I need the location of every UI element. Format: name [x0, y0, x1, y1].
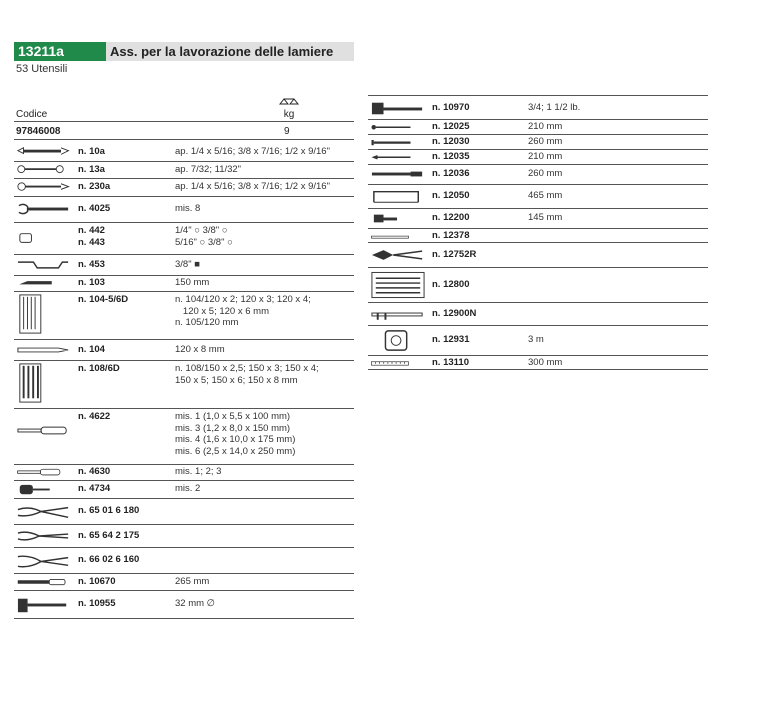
row-divider [14, 178, 354, 179]
tool-spec: 3/4; 1 1/2 lb. [528, 102, 581, 114]
row-divider [14, 254, 354, 255]
row-divider [14, 547, 354, 548]
tool-spec: ap. 1/4 x 5/16; 3/8 x 7/16; 1/2 x 9/16" [175, 146, 330, 158]
part-number: n. 104-5/6D [78, 294, 129, 305]
part-number: n. 12900N [432, 307, 477, 319]
tool-spec: 32 mm ∅ [175, 598, 215, 610]
part-number: n. 4622 [78, 411, 111, 422]
code-column-header: Codice [16, 109, 48, 120]
tool-spec: mis. 8 [175, 203, 201, 215]
product-code-badge: 13211a [14, 42, 106, 61]
row-divider [368, 228, 708, 229]
row-divider [14, 618, 354, 619]
combination-wrench-icon [16, 180, 72, 200]
row-divider [368, 149, 708, 150]
tool-count: 53 Utensili [16, 63, 68, 75]
tool-spec: ap. 1/4 x 5/16; 3/8 x 7/16; 1/2 x 9/16" [175, 181, 330, 193]
tool-spec: 260 mm [528, 136, 563, 147]
row-divider [14, 464, 354, 465]
tool-spec: 145 mm [528, 212, 563, 224]
tool-spec: 3/8" ■ [175, 258, 200, 270]
part-number: n. 12752R [432, 248, 477, 260]
divider [14, 121, 354, 122]
row-divider [14, 480, 354, 481]
row-divider [14, 196, 354, 197]
chisel-set-icon [16, 362, 72, 409]
row-divider [14, 360, 354, 361]
part-number: n. 453 [78, 258, 105, 270]
stubby-screwdriver-icon [16, 482, 72, 502]
tool-spec: ap. 7/32; 11/32" [175, 163, 242, 175]
weight-column-header [278, 97, 300, 120]
page-title: Ass. per la lavorazione delle lamiere [106, 42, 354, 61]
part-number: n. 12800 [432, 278, 470, 290]
tool-spec: n. 104/120 x 2; 120 x 3; 120 x 4; 120 x 5; 120 x 6 mm n. 105/120 mm [175, 294, 311, 328]
scale-icon [278, 97, 300, 106]
tool-spec: 465 mm [528, 190, 563, 202]
part-number: n. 65 64 2 175 [78, 529, 140, 541]
kg-label: kg [283, 109, 295, 120]
row-divider [14, 275, 354, 276]
row-divider [14, 524, 354, 525]
row-divider [368, 164, 708, 165]
tool-spec: 1/4" ○ 3/8" ○ 5/16" ○ 3/8" ○ [175, 225, 233, 248]
row-divider [368, 325, 708, 326]
part-number: n. 13a [78, 163, 105, 175]
tool-spec: 260 mm [528, 168, 563, 180]
row-divider [368, 184, 708, 185]
part-number: n. 4025 [78, 203, 111, 215]
row-divider [14, 590, 354, 591]
drill-gauge-icon [370, 269, 426, 306]
part-number: n. 10670 [78, 575, 116, 587]
tool-spec: mis. 2 [175, 483, 201, 495]
row-divider [14, 161, 354, 162]
part-number: n. 10955 [78, 598, 116, 610]
tool-spec: 150 mm [175, 277, 210, 289]
part-number: n. 4734 [78, 483, 111, 495]
part-number: n. 10a [78, 146, 105, 158]
total-weight: 9 [284, 126, 290, 137]
part-number: n. 65 01 6 180 [78, 505, 140, 517]
tool-spec: 265 mm [175, 575, 210, 587]
part-number: n. 230a [78, 181, 111, 193]
tool-spec: 210 mm [528, 151, 563, 162]
tool-spec: 210 mm [528, 121, 563, 132]
part-number: n. 12030 [432, 136, 470, 147]
row-divider [368, 355, 708, 356]
part-number: n. 12200 [432, 212, 470, 224]
divider [14, 139, 354, 140]
part-number: n. 12050 [432, 190, 470, 202]
part-number: n. 12035 [432, 151, 470, 162]
row-divider [368, 302, 708, 303]
part-number: n. 66 02 6 160 [78, 554, 140, 566]
screwdriver-icon [16, 410, 72, 457]
punch-set-icon [16, 293, 72, 340]
socket-icon [16, 224, 72, 258]
row-divider [14, 222, 354, 223]
article-code: 97846008 [16, 126, 61, 137]
row-divider [368, 242, 708, 243]
row-divider [14, 339, 354, 340]
open-end-wrench-icon [16, 145, 72, 165]
row-divider [14, 498, 354, 499]
ruler-icon [370, 357, 426, 375]
row-divider [368, 134, 708, 135]
part-number: n. 104 [78, 343, 105, 355]
tool-spec: mis. 1 (1,0 x 5,5 x 100 mm) mis. 3 (1,2 x 8,0 x 150 mm) mis. 4 (1,6 x 10,0 x 175 mm) mis. 6 (2,5 x 14,0 x 250 mm) [175, 411, 296, 457]
part-number: n. 108/6D [78, 363, 120, 374]
tool-spec: 120 x 8 mm [175, 343, 225, 355]
part-number: n. 4630 [78, 466, 111, 478]
part-number: n. 13110 [432, 357, 469, 368]
part-number: n. 442 n. 443 [78, 225, 105, 248]
row-divider [14, 573, 354, 574]
part-number: n. 12025 [432, 121, 470, 132]
tool-spec: n. 108/150 x 2,5; 150 x 3; 150 x 4; 150 x 5; 150 x 6; 150 x 8 mm [175, 363, 319, 386]
tool-spec: 300 mm [528, 357, 563, 368]
row-divider [368, 369, 708, 370]
row-divider [368, 208, 708, 209]
tool-spec: mis. 1; 2; 3 [175, 466, 222, 478]
part-number: n. 12036 [432, 168, 470, 180]
row-divider [368, 119, 708, 120]
divider [368, 95, 708, 96]
part-number: n. 10970 [432, 102, 470, 114]
part-number: n. 12378 [432, 230, 470, 241]
row-divider [368, 267, 708, 268]
part-number: n. 12931 [432, 334, 470, 346]
row-divider [14, 408, 354, 409]
tool-spec: 3 m [528, 334, 544, 346]
row-divider [14, 291, 354, 292]
part-number: n. 103 [78, 277, 105, 289]
